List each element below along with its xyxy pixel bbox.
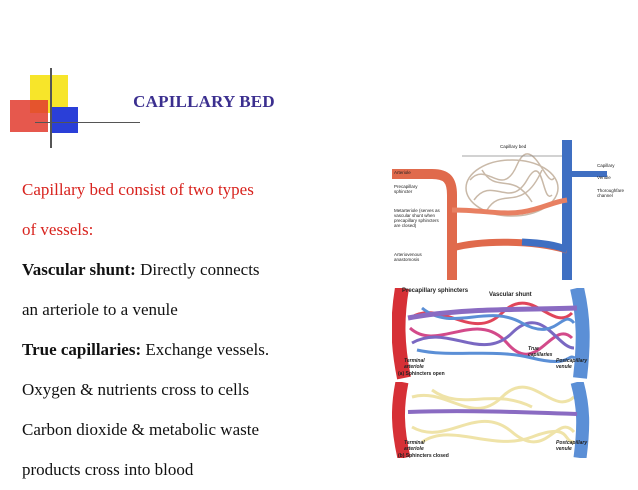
label-capillary-bed: Capillary bed: [500, 144, 527, 149]
label-precapillary-sphincters: Precapillary sphincters: [402, 288, 469, 294]
body-line-2: of vessels:: [22, 220, 94, 239]
deco-horizontal-line: [35, 122, 140, 123]
body-line-3: Vascular shunt: Directly connects: [22, 260, 260, 279]
metarteriole-vessel: [452, 200, 567, 213]
body-line-8: products cross into blood: [22, 460, 194, 479]
body-line-1: Capillary bed consist of two types: [22, 180, 254, 199]
label-postcapillary-venule-a: Postcapillary venule: [556, 358, 588, 370]
label-arteriole: Arteriole: [394, 170, 411, 175]
body-line-4: an arteriole to a venule: [22, 300, 178, 319]
label-terminal-arteriole-a: Terminal arteriole: [404, 358, 425, 370]
label-true-capillaries: True capillaries: [528, 346, 553, 358]
shunt-closed: [408, 411, 577, 414]
slide-title: CAPILLARY BED: [133, 92, 275, 111]
label-vascular-shunt: Vascular shunt: [489, 292, 532, 298]
label-terminal-arteriole-b: Terminal arteriole: [404, 440, 425, 452]
body-line-6: Oxygen & nutrients cross to cells: [22, 380, 250, 399]
label-arteriovenous: Arteriovenous anastomosis: [394, 252, 422, 262]
label-capillary: Capillary: [597, 163, 615, 168]
body-line-7: Carbon dioxide & metabolic waste: [22, 420, 259, 439]
label-postcapillary-venule-b: Postcapillary venule: [556, 440, 588, 452]
label-metarteriole: Metarteriole (serves as vascular shunt when precapillary sphincters are closed): [394, 208, 440, 228]
decorative-corner: [0, 0, 140, 150]
body-line-5: True capillaries: Exchange vessels.: [22, 340, 270, 359]
label-venule: Venule: [597, 175, 611, 180]
label-precapillary-sphincter: Precapillary sphincter: [394, 184, 418, 194]
caption-sphincters-open: (a) Sphincters open: [398, 371, 445, 377]
label-thoroughfare: Thoroughfare channel: [597, 188, 625, 198]
caption-sphincters-closed: (b) Sphincters closed: [398, 453, 449, 459]
slide-body: [22, 170, 352, 490]
